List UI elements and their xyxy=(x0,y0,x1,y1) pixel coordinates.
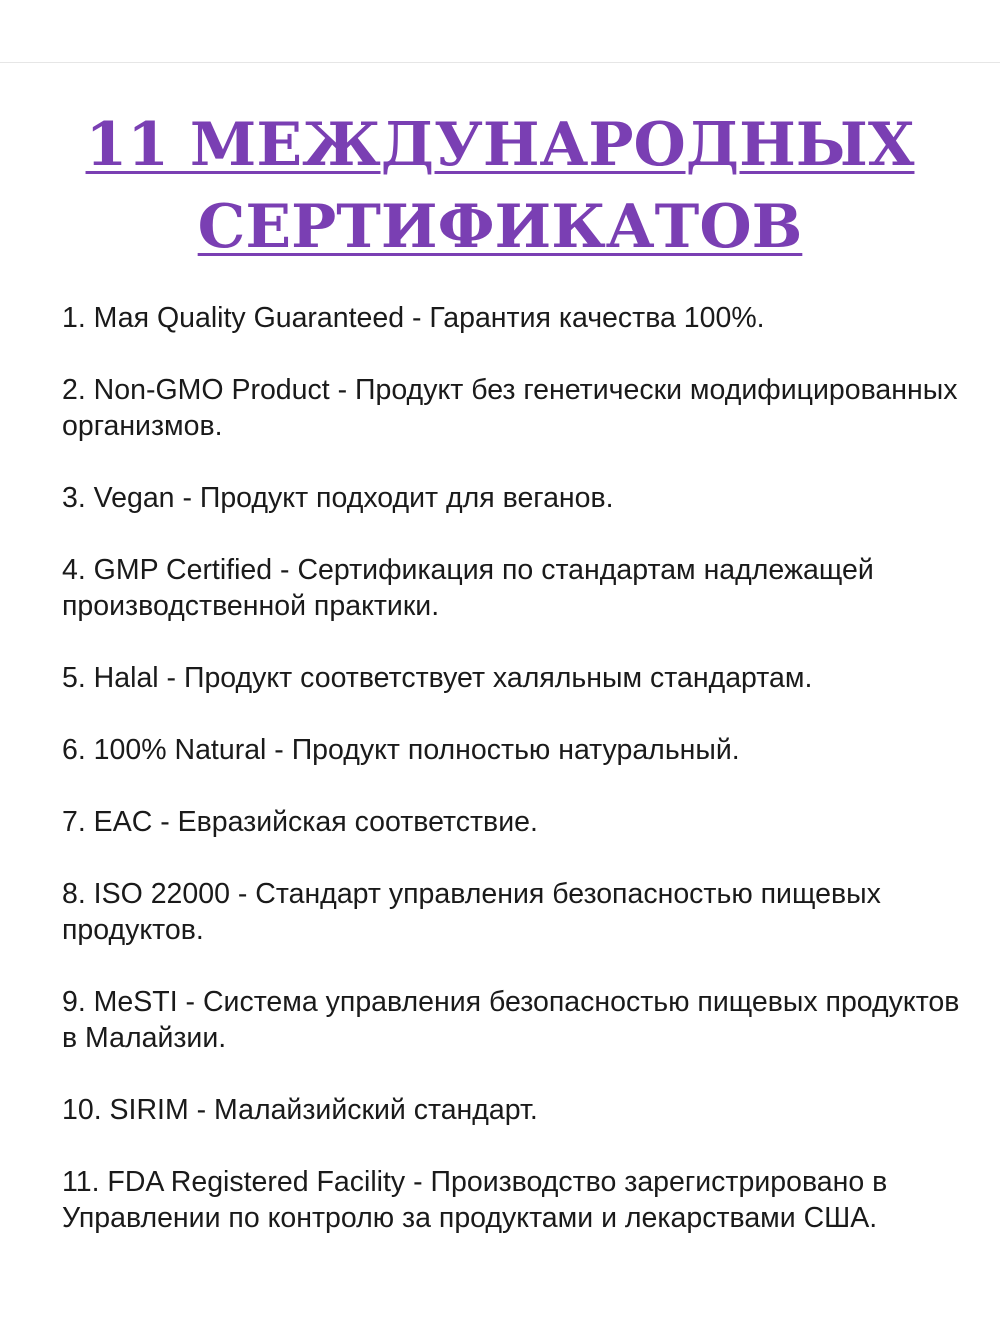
list-item: 7. EAC - Евразийская соответствие. xyxy=(62,806,538,838)
list-item: 1. Мая Quality Guaranteed - Гарантия качества 100%. xyxy=(62,302,765,334)
list-item: 4. GMP Certified - Сертификация по стандартам надлежащей производственной практики. xyxy=(62,554,874,622)
list-item: 10. SIRIM - Малайзийский стандарт. xyxy=(62,1094,538,1126)
page-title xyxy=(0,104,1000,268)
list-item: 11. FDA Registered Facility - Производство зарегистрировано в Управлении по контролю за продуктами и лекарствами США. xyxy=(62,1166,888,1234)
list-item: 6. 100% Natural - Продукт полностью натуральный. xyxy=(62,734,740,766)
list-item: 2. Non-GMO Product - Продукт без генетически модифицированных организмов. xyxy=(62,374,958,442)
title-line-1: 11 МЕЖДУНАРОДНЫХ xyxy=(85,110,915,180)
list-item: 3. Vegan - Продукт подходит для веганов. xyxy=(62,482,614,514)
title-line-2: СЕРТИФИКАТОВ xyxy=(197,192,803,262)
certificates-list xyxy=(62,300,962,1272)
list-item: 5. Halal - Продукт соответствует халяльным стандартам. xyxy=(62,662,813,694)
list-item: 8. ISO 22000 - Стандарт управления безопасностью пищевых продуктов. xyxy=(62,878,881,946)
top-divider xyxy=(0,62,1000,63)
list-item: 9. MeSTI - Система управления безопасностью пищевых продуктов в Малайзии. xyxy=(62,986,960,1054)
